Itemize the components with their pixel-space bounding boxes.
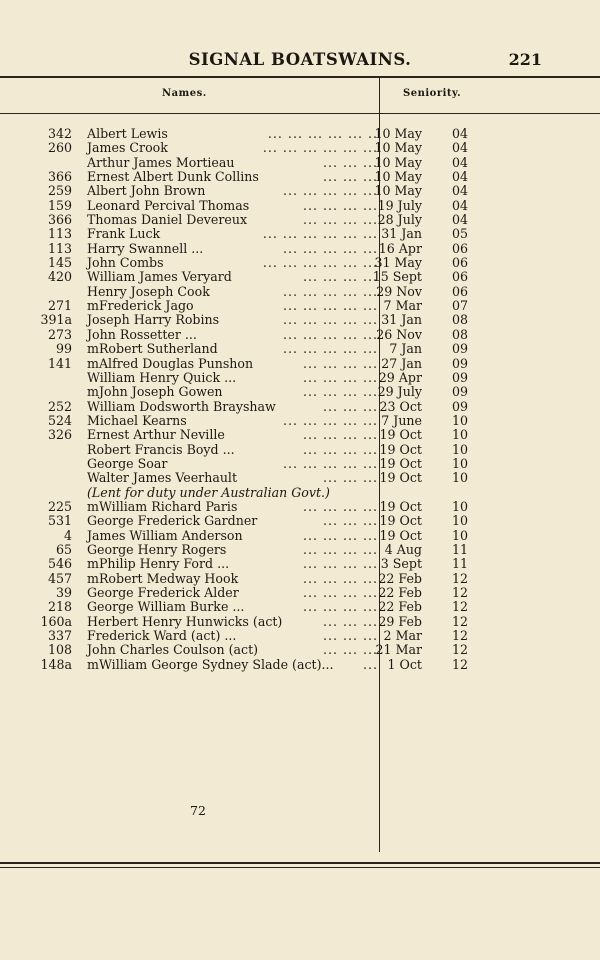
boatswain-list — [0, 127, 600, 672]
leader-dots: ... ... ... — [322, 643, 378, 658]
officer-name: Robert Francis Boyd ... — [87, 441, 235, 457]
leader-dots: ... ... ... — [322, 170, 378, 185]
table-row — [0, 242, 600, 256]
seniority-day-month: 23 Oct — [379, 398, 422, 414]
seniority-day-month: 15 Sept — [372, 269, 422, 285]
seniority-day-month: 7 Mar — [383, 298, 422, 314]
table-row — [0, 400, 600, 414]
table-row — [0, 600, 600, 614]
seniority-year: 12 — [451, 599, 468, 615]
official-number: 337 — [47, 628, 72, 644]
leader-dots: ... ... ... ... ... — [282, 327, 378, 342]
seniority-year: 04 — [451, 197, 468, 213]
seniority-day-month: 3 Sept — [380, 556, 422, 572]
seniority-day-month: 10 May — [374, 126, 422, 141]
leader-dots: ... ... ... ... — [302, 385, 378, 400]
table-row — [0, 127, 600, 141]
seniority-year: 10 — [451, 498, 468, 514]
bottom-rule-second — [0, 867, 600, 868]
table-row — [0, 256, 600, 270]
leader-dots: ... ... ... ... — [302, 198, 378, 213]
officer-name: John Charles Coulson (act) — [87, 642, 259, 658]
leader-dots: ... ... ... ... ... — [282, 284, 378, 299]
table-row — [0, 156, 600, 170]
officer-name: Arthur James Mortieau — [87, 154, 235, 170]
official-number: 160a — [40, 613, 72, 629]
seniority-day-month: 26 Nov — [376, 326, 422, 342]
table-row — [0, 313, 600, 327]
leader-dots: ... ... ... ... — [302, 356, 378, 371]
leader-dots: ... ... ... — [322, 471, 378, 486]
officer-name: mRobert Sutherland — [87, 341, 218, 357]
table-row — [0, 227, 600, 241]
officer-name: Henry Joseph Cook — [87, 283, 210, 299]
seniority-year: 04 — [451, 212, 468, 228]
table-row — [0, 543, 600, 557]
seniority-year: 06 — [451, 269, 468, 285]
seniority-day-month: 7 June — [381, 412, 422, 428]
seniority-day-month: 31 Jan — [381, 312, 422, 328]
bottom-rule — [0, 862, 600, 864]
seniority-day-month: 1 Oct — [387, 656, 422, 672]
table-row — [0, 414, 600, 428]
leader-dots: ... ... ... ... — [302, 442, 378, 457]
seniority-day-month: 19 Oct — [379, 441, 422, 457]
seniority-day-month: 28 July — [377, 212, 422, 228]
table-row — [0, 342, 600, 356]
leader-dots: ... ... ... ... ... — [282, 299, 378, 314]
leader-dots: ... — [362, 657, 378, 672]
seniority-day-month: 29 July — [377, 384, 422, 400]
official-number: 260 — [47, 140, 72, 156]
table-row — [0, 471, 600, 485]
officer-name: James Crook — [87, 140, 168, 156]
table-row — [0, 299, 600, 313]
seniority-year: 04 — [451, 140, 468, 156]
seniority-day-month: 19 Oct — [379, 427, 422, 443]
table-row — [0, 371, 600, 385]
table-row — [0, 500, 600, 514]
officer-name: Leonard Percival Thomas — [87, 197, 250, 213]
seniority-year: 06 — [451, 240, 468, 256]
official-number: 148a — [40, 656, 72, 672]
seniority-day-month: 22 Feb — [378, 570, 422, 586]
officer-name: mPhilip Henry Ford ... — [87, 556, 230, 572]
officer-name: George Soar — [87, 455, 168, 471]
seniority-day-month: 22 Feb — [378, 599, 422, 615]
seniority-year: 10 — [451, 441, 468, 457]
official-number: 108 — [47, 642, 72, 658]
official-number: 99 — [55, 341, 72, 357]
page-title: SIGNAL BOATSWAINS. — [188, 50, 412, 69]
officer-name: William Henry Quick ... — [87, 369, 237, 385]
officer-name: mWilliam George Sydney Slade (act)... — [87, 656, 334, 672]
leader-dots: ... ... ... ... — [302, 528, 378, 543]
official-number: 141 — [47, 355, 72, 371]
seniority-day-month: 21 Mar — [375, 642, 422, 658]
leader-dots: ... ... ... — [322, 629, 378, 644]
official-number: 342 — [47, 126, 72, 141]
table-row — [0, 270, 600, 284]
leader-dots: ... ... ... ... — [302, 370, 378, 385]
seniority-year: 06 — [451, 255, 468, 271]
officer-name: mRobert Medway Hook — [87, 570, 239, 586]
officer-name: Frank Luck — [87, 226, 161, 242]
seniority-year: 09 — [451, 398, 468, 414]
seniority-year: 12 — [451, 642, 468, 658]
table-row — [0, 285, 600, 299]
seniority-year: 06 — [451, 283, 468, 299]
official-number: 546 — [47, 556, 72, 572]
table-row — [0, 141, 600, 155]
seniority-day-month: 22 Feb — [378, 585, 422, 600]
officer-name: mAlfred Douglas Punshon — [87, 355, 254, 371]
leader-dots: ... ... ... ... ... ... — [262, 227, 378, 242]
seniority-day-month: 10 May — [374, 154, 422, 170]
leader-dots: ... ... ... — [322, 155, 378, 170]
officer-name: John Combs — [87, 255, 164, 271]
seniority-year: 11 — [451, 541, 468, 557]
seniority-day-month: 29 Nov — [376, 283, 422, 299]
leader-dots: ... ... ... ... — [302, 499, 378, 514]
table-row — [0, 529, 600, 543]
table-row — [0, 557, 600, 571]
seniority-year: 10 — [451, 513, 468, 529]
official-number: 531 — [47, 513, 72, 529]
seniority-year: 10 — [451, 455, 468, 471]
officer-name: Frederick Ward (act) ... — [87, 628, 237, 644]
leader-dots: ... ... ... ... ... ... — [262, 256, 378, 271]
table-row — [0, 629, 600, 643]
officer-name: George Henry Rogers — [87, 541, 227, 557]
leader-dots: ... ... ... ... ... — [282, 241, 378, 256]
seniority-year: 11 — [451, 556, 468, 572]
official-number: 225 — [47, 498, 72, 514]
seniority-day-month: 19 Oct — [379, 470, 422, 486]
table-row — [0, 357, 600, 371]
officer-name: Albert John Brown — [87, 183, 206, 199]
leader-dots: ... ... ... — [322, 514, 378, 529]
officer-name: mFrederick Jago — [87, 298, 194, 314]
seniority-day-month: 19 Oct — [379, 498, 422, 514]
seniority-year: 12 — [451, 613, 468, 629]
official-number: 218 — [47, 599, 72, 615]
officer-name: James William Anderson — [87, 527, 243, 543]
seniority-year: 12 — [451, 628, 468, 644]
seniority-year: 12 — [451, 656, 468, 672]
official-number: 4 — [63, 527, 72, 543]
leader-dots: ... ... ... ... ... — [282, 413, 378, 428]
officer-name: mJohn Joseph Gowen — [87, 384, 223, 400]
official-number: 252 — [47, 398, 72, 414]
table-row — [0, 486, 600, 500]
table-row — [0, 199, 600, 213]
leader-dots: ... ... ... ... — [302, 557, 378, 572]
table-row — [0, 170, 600, 184]
header-top-rule — [0, 76, 600, 78]
official-number: 159 — [47, 197, 72, 213]
officer-name: William James Veryard — [87, 269, 232, 285]
officer-name: John Rossetter ... — [87, 326, 197, 342]
seniority-year: 08 — [451, 312, 468, 328]
officer-name: William Dodsworth Brayshaw — [87, 398, 276, 414]
seniority-year: 07 — [451, 298, 468, 314]
seniority-year: 10 — [451, 470, 468, 486]
official-number: 366 — [47, 212, 72, 228]
leader-dots: ... ... ... ... ... — [282, 456, 378, 471]
official-number: 39 — [55, 585, 72, 600]
seniority-year: 08 — [451, 326, 468, 342]
official-number: 420 — [47, 269, 72, 285]
leader-dots: ... ... ... — [322, 614, 378, 629]
leader-dots: ... ... ... ... — [302, 428, 378, 443]
officer-name: Thomas Daniel Devereux — [87, 212, 248, 228]
column-head-seniority: Seniority. — [403, 88, 462, 99]
seniority-year: 10 — [451, 427, 468, 443]
officer-name: Walter James Veerhault — [87, 470, 238, 486]
table-row — [0, 586, 600, 600]
leader-dots: ... ... ... ... ... ... — [262, 141, 378, 156]
remark: (Lent for duty under Australian Govt.) — [87, 484, 330, 500]
table-row — [0, 572, 600, 586]
seniority-year: 12 — [451, 585, 468, 600]
seniority-day-month: 4 Aug — [384, 541, 422, 557]
seniority-year: 10 — [451, 412, 468, 428]
seniority-day-month: 19 Oct — [379, 513, 422, 529]
leader-dots: ... ... ... ... — [302, 542, 378, 557]
seniority-year: 04 — [451, 154, 468, 170]
seniority-day-month: 27 Jan — [381, 355, 422, 371]
official-number: 271 — [47, 298, 72, 314]
seniority-year: 09 — [451, 369, 468, 385]
table-row — [0, 213, 600, 227]
official-number: 65 — [55, 541, 72, 557]
official-number: 457 — [47, 570, 72, 586]
official-number: 145 — [47, 255, 72, 271]
seniority-year: 04 — [451, 183, 468, 199]
officer-name: mWilliam Richard Paris — [87, 498, 238, 514]
seniority-day-month: 29 Feb — [378, 613, 422, 629]
leader-dots: ... ... ... ... — [302, 213, 378, 228]
seniority-year: 04 — [451, 126, 468, 141]
officer-name: George William Burke ... — [87, 599, 245, 615]
seniority-day-month: 10 May — [374, 183, 422, 199]
official-number: 259 — [47, 183, 72, 199]
folio-number: 72 — [190, 803, 206, 818]
leader-dots: ... ... ... ... ... — [282, 313, 378, 328]
seniority-day-month: 19 Oct — [379, 527, 422, 543]
officer-name: Michael Kearns — [87, 412, 187, 428]
table-row — [0, 658, 600, 672]
official-number: 113 — [47, 240, 72, 256]
leader-dots: ... ... ... ... — [302, 586, 378, 600]
official-number: 113 — [47, 226, 72, 242]
seniority-day-month: 19 July — [377, 197, 422, 213]
table-row — [0, 643, 600, 657]
official-number: 326 — [47, 427, 72, 443]
table-row — [0, 615, 600, 629]
seniority-year: 09 — [451, 355, 468, 371]
table-row — [0, 428, 600, 442]
seniority-day-month: 31 May — [374, 255, 422, 271]
seniority-day-month: 7 Jan — [389, 341, 422, 357]
table-row — [0, 385, 600, 399]
table-row — [0, 514, 600, 528]
official-number: 366 — [47, 169, 72, 185]
seniority-year: 05 — [451, 226, 468, 242]
leader-dots: ... ... ... ... ... .. — [267, 127, 378, 141]
leader-dots: ... ... ... — [322, 399, 378, 414]
seniority-day-month: 16 Apr — [378, 240, 422, 256]
seniority-year: 12 — [451, 570, 468, 586]
seniority-year: 04 — [451, 169, 468, 185]
table-row — [0, 457, 600, 471]
officer-name: George Frederick Gardner — [87, 513, 258, 529]
table-row — [0, 184, 600, 198]
officer-name: Herbert Henry Hunwicks (act) — [87, 613, 283, 629]
officer-name: George Frederick Alder — [87, 585, 239, 600]
seniority-year: 09 — [451, 384, 468, 400]
seniority-day-month: 10 May — [374, 169, 422, 185]
seniority-day-month: 2 Mar — [383, 628, 422, 644]
officer-name: Ernest Albert Dunk Collins — [87, 169, 259, 185]
leader-dots: ... ... ... ... ... — [282, 342, 378, 357]
table-row — [0, 328, 600, 342]
seniority-year: 10 — [451, 527, 468, 543]
seniority-day-month: 10 May — [374, 140, 422, 156]
seniority-year: 09 — [451, 341, 468, 357]
seniority-day-month: 31 Jan — [381, 226, 422, 242]
table-row — [0, 443, 600, 457]
seniority-day-month: 19 Oct — [379, 455, 422, 471]
leader-dots: ... ... ... ... — [302, 270, 378, 285]
officer-name: Harry Swannell ... — [87, 240, 204, 256]
header-bottom-rule — [0, 113, 600, 114]
leader-dots: ... ... ... ... — [302, 600, 378, 615]
seniority-day-month: 29 Apr — [378, 369, 422, 385]
page-number: 221 — [508, 50, 542, 69]
leader-dots: ... ... ... ... ... — [282, 184, 378, 199]
officer-name: Joseph Harry Robins — [87, 312, 220, 328]
officer-name: Albert Lewis — [87, 126, 168, 141]
official-number: 391a — [40, 312, 72, 328]
officer-name: Ernest Arthur Neville — [87, 427, 225, 443]
official-number: 273 — [47, 326, 72, 342]
leader-dots: ... ... ... ... — [302, 571, 378, 586]
column-head-names: Names. — [162, 88, 207, 99]
official-number: 524 — [47, 412, 72, 428]
